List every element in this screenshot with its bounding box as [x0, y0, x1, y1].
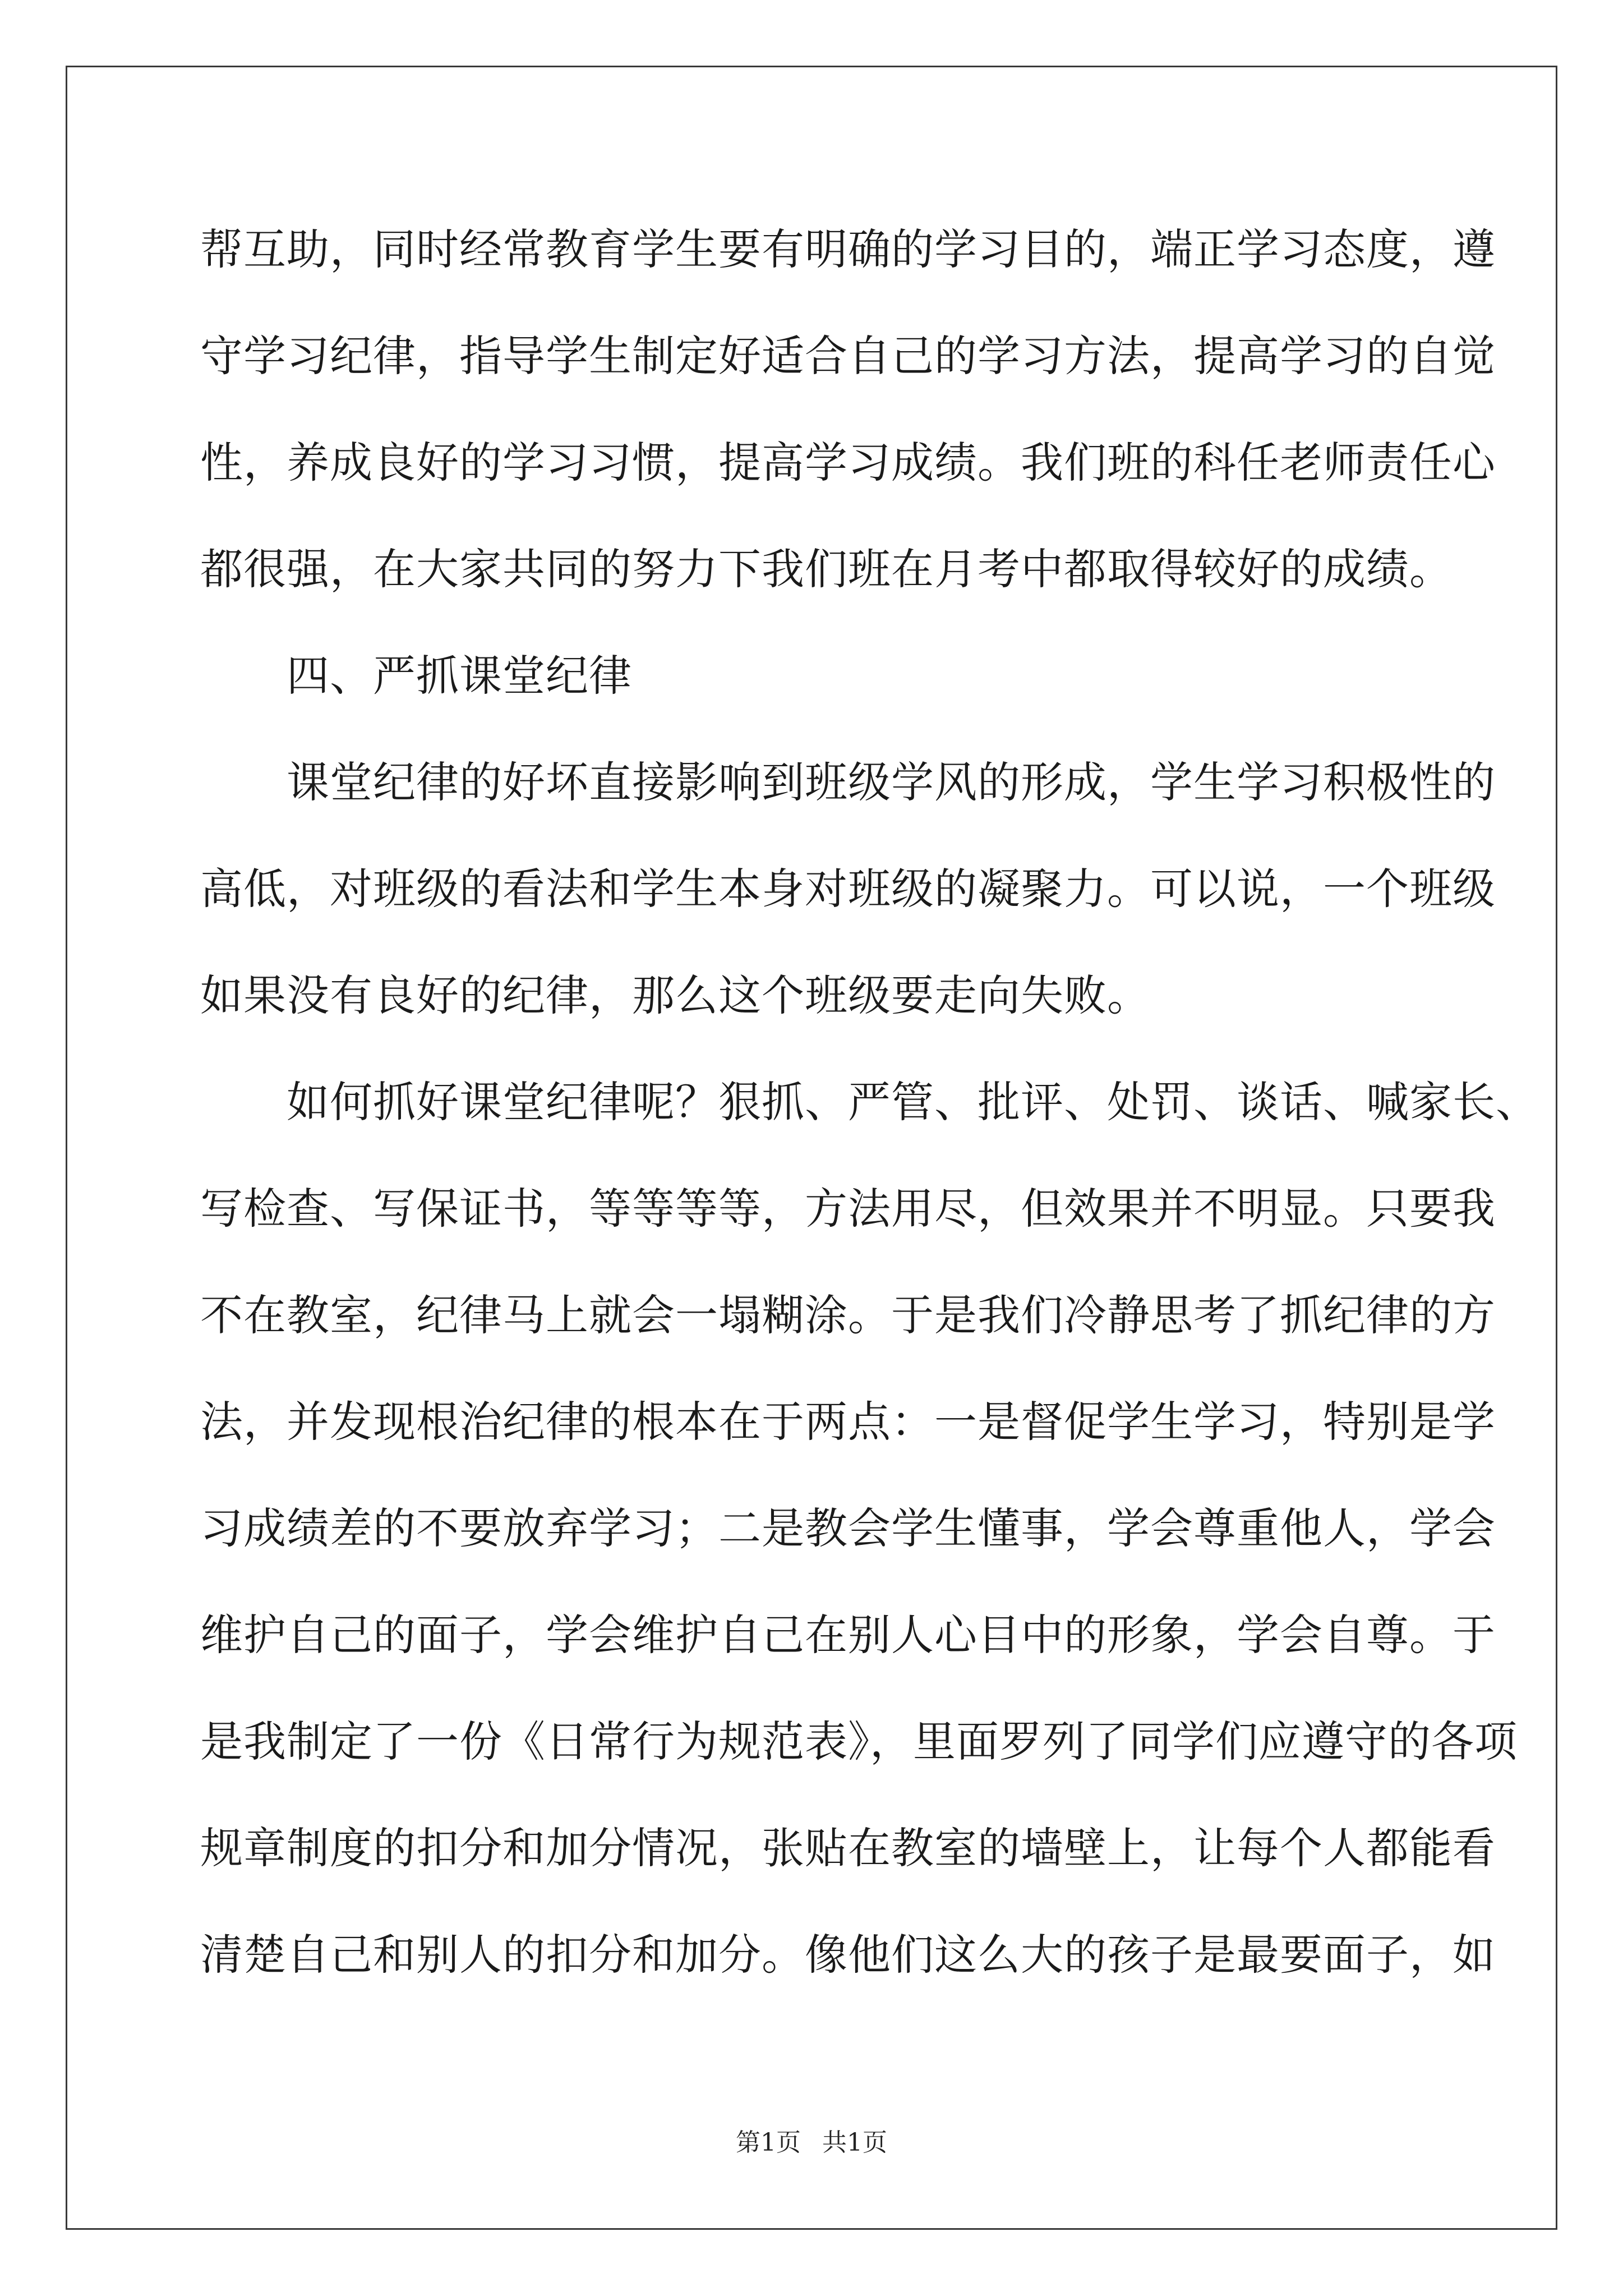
text-line: 习成绩差的不要放弃学习；二是教会学生懂事，学会尊重他人，学会	[200, 1503, 1496, 1553]
text-line: 如果没有良好的纪律，那么这个班级要走向失败。	[200, 970, 1150, 1020]
text-line: 如何抓好课堂纪律呢？狠抓、严管、批评、处罚、谈话、喊家长、	[200, 1077, 1539, 1127]
text-line: 写检查、写保证书，等等等等，方法用尽，但效果并不明显。只要我	[200, 1184, 1496, 1234]
text-line: 高低，对班级的看法和学生本身对班级的凝聚力。可以说，一个班级	[200, 864, 1496, 914]
text-line: 法，并发现根治纪律的根本在于两点：一是督促学生学习，特别是学	[200, 1397, 1496, 1447]
text-line: 维护自己的面子，学会维护自己在别人心目中的形象，学会自尊。于	[200, 1610, 1496, 1660]
page-footer	[0, 2126, 1623, 2160]
text-line: 清楚自己和别人的扣分和加分。像他们这么大的孩子是最要面子，如	[200, 1930, 1496, 1980]
text-line: 都很强，在大家共同的努力下我们班在月考中都取得较好的成绩。	[200, 544, 1453, 594]
page-border	[66, 66, 1557, 2230]
text-line: 帮互助，同时经常教育学生要有明确的学习目的，端正学习态度，遵	[200, 224, 1496, 274]
text-line: 不在教室，纪律马上就会一塌糊涂。于是我们冷静思考了抓纪律的方	[200, 1290, 1496, 1340]
text-line: 性，养成良好的学习习惯，提高学习成绩。我们班的科任老师责任心	[200, 438, 1496, 487]
text-line: 规章制度的扣分和加分情况，张贴在教室的墙壁上，让每个人都能看	[200, 1823, 1496, 1873]
page-total: 共1页	[822, 2128, 887, 2157]
page-number: 第1页	[736, 2128, 801, 2157]
text-line: 是我制定了一份《日常行为规范表》，里面罗列了同学们应遵守的各项	[200, 1717, 1518, 1766]
text-line: 课堂纪律的好坏直接影响到班级学风的形成，学生学习积极性的	[200, 757, 1496, 807]
section-heading: 四、严抓课堂纪律	[200, 651, 632, 701]
text-line: 守学习纪律，指导学生制定好适合自己的学习方法，提高学习的自觉	[200, 331, 1496, 381]
